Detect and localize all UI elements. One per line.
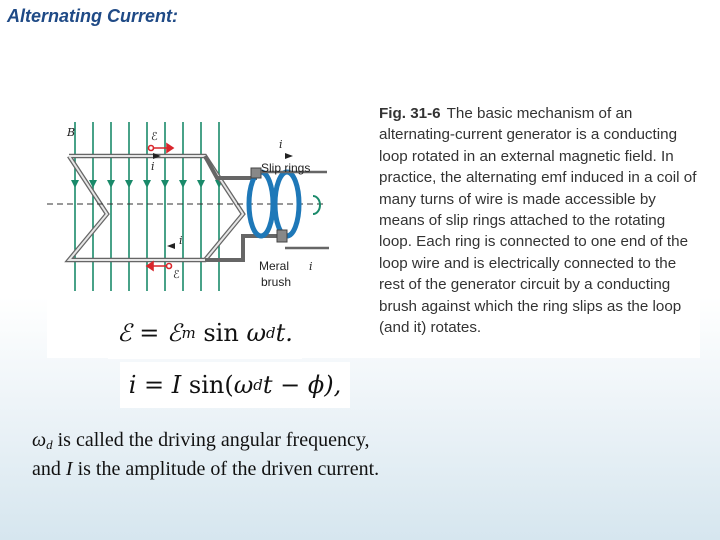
label-field: B — [67, 126, 76, 139]
eq-current-omega: ω — [233, 371, 254, 399]
symbol-omega-sub: d — [46, 437, 53, 452]
eq-current-lhs: i — [128, 371, 137, 399]
figure-label: Fig. 31-6 — [379, 105, 441, 122]
label-brush-1: Meral — [259, 259, 290, 273]
rotation-arrow-icon — [313, 196, 320, 214]
eq-current-tail: t − ϕ), — [262, 371, 342, 399]
symbol-amplitude: I — [65, 458, 73, 480]
label-current-bottom-right: i — [309, 260, 313, 273]
label-brush-2: brush — [261, 275, 292, 289]
eq-emf-lhs: ℰ — [117, 319, 132, 347]
eq-emf-omega-sub: d — [266, 324, 276, 342]
explanation-line-1-text: is called the driving angular frequency, — [52, 429, 370, 451]
symbol-omega: ω — [32, 429, 47, 451]
figure-caption — [379, 103, 699, 338]
eq-emf-tail: t. — [275, 319, 293, 347]
eq-emf-equals: = — [131, 319, 167, 347]
eq-current-amplitude: I — [171, 371, 182, 399]
label-current-bottom: i — [179, 234, 183, 247]
eq-current-equals: = — [136, 371, 172, 399]
eq-emf-omega: ω — [246, 319, 267, 347]
label-emf-top: ℰ — [151, 130, 158, 143]
explanation-line-1 — [32, 428, 379, 457]
generator-diagram — [47, 96, 363, 296]
eq-emf-amplitude: ℰ — [166, 319, 182, 347]
label-current-top-2: i — [279, 138, 283, 151]
brush-bottom — [277, 230, 287, 242]
label-current-top: i — [151, 160, 155, 173]
explanation-line-2 — [32, 457, 379, 482]
eq-current-omega-sub: d — [253, 376, 263, 394]
explanation-text — [32, 428, 379, 482]
label-emf-bottom: ℰ — [173, 268, 180, 281]
brush-top — [251, 168, 261, 178]
explanation-line-2-start: and — [32, 458, 66, 480]
eq-emf-amplitude-sub: m — [181, 324, 196, 342]
emf-equation — [108, 307, 302, 359]
figure-caption-text: The basic mechanism of an alternating-current generator is a conducting loop rotated in an external magnetic field. In practice, the alternating emf induced in a coil of many turns of wire is made accessible by means of slip rings attached to the rotating loop. Each ring is connected to one end of the loop wire and is electrically connected to the rest of the generator circuit by a conducting brush against which the ring slips as the loop (and it) rotates. — [379, 105, 697, 337]
slide-title: Alternating Current: — [7, 6, 178, 26]
label-slip-rings: Slip rings — [261, 161, 311, 175]
eq-emf-func: sin — [195, 319, 247, 347]
explanation-line-2-text: is the amplitude of the driven current. — [72, 458, 380, 480]
eq-current-func: sin( — [181, 371, 234, 399]
current-equation — [120, 362, 350, 408]
